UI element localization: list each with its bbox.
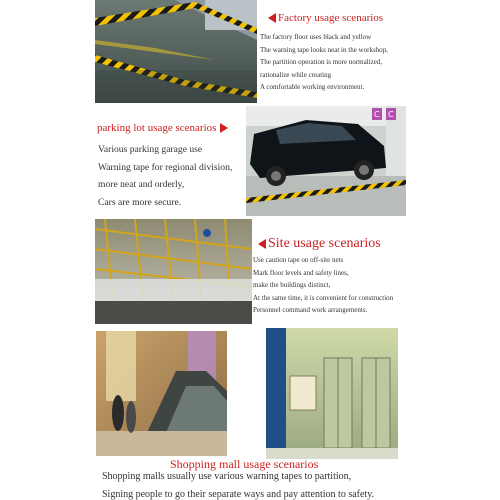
sign-letter: C bbox=[388, 110, 394, 119]
parking-description bbox=[98, 141, 232, 211]
mall-description bbox=[102, 468, 374, 500]
description-line: Cars are more secure. bbox=[98, 196, 182, 208]
site-heading: Site usage scenarios bbox=[258, 236, 381, 252]
description-line: rationalize while creating bbox=[260, 70, 332, 79]
factory-floor-photo bbox=[95, 0, 257, 103]
description-line: Mark floor levels and safety lines, bbox=[253, 268, 349, 277]
description-line: Shopping malls usually use various warning tapes to partition, bbox=[102, 471, 352, 482]
mall-heading: Shopping mall usage scenarios bbox=[170, 457, 319, 471]
construction-site-photo bbox=[95, 219, 252, 324]
description-line: Warning tape for regional division, bbox=[98, 161, 233, 173]
factory-description bbox=[260, 31, 388, 94]
left-arrow-icon bbox=[268, 13, 276, 23]
site-description bbox=[253, 254, 393, 317]
description-line: The factory floor uses black and yellow bbox=[260, 33, 372, 41]
parking-heading: parking lot usage scenarios bbox=[97, 122, 228, 134]
right-arrow-icon bbox=[220, 123, 228, 133]
mall-elevator-photo bbox=[266, 328, 398, 459]
description-line: Various parking garage use bbox=[98, 144, 203, 155]
mall-escalator-photo bbox=[96, 331, 227, 456]
description-line: make the buildings distinct, bbox=[253, 281, 331, 290]
description-line: The partition operation is more normalized, bbox=[260, 58, 383, 67]
description-line: more neat and orderly, bbox=[98, 179, 185, 190]
description-line: The warning tape looks neat in the workshop, bbox=[260, 45, 388, 54]
parking-garage-photo bbox=[246, 106, 406, 216]
description-line: Signing people to go their separate ways and pay attention to safety. bbox=[102, 489, 375, 500]
sign-letter: C bbox=[374, 110, 380, 119]
description-line: Personnel command work arrangements. bbox=[253, 306, 368, 315]
left-arrow-icon bbox=[258, 239, 266, 249]
description-line: At the same time, it is convenient for construction bbox=[253, 293, 394, 302]
factory-heading: Factory usage scenarios bbox=[268, 12, 383, 24]
description-line: Use caution tape on off-site nets bbox=[253, 256, 344, 264]
description-line: A comfortable working environment. bbox=[260, 83, 365, 92]
